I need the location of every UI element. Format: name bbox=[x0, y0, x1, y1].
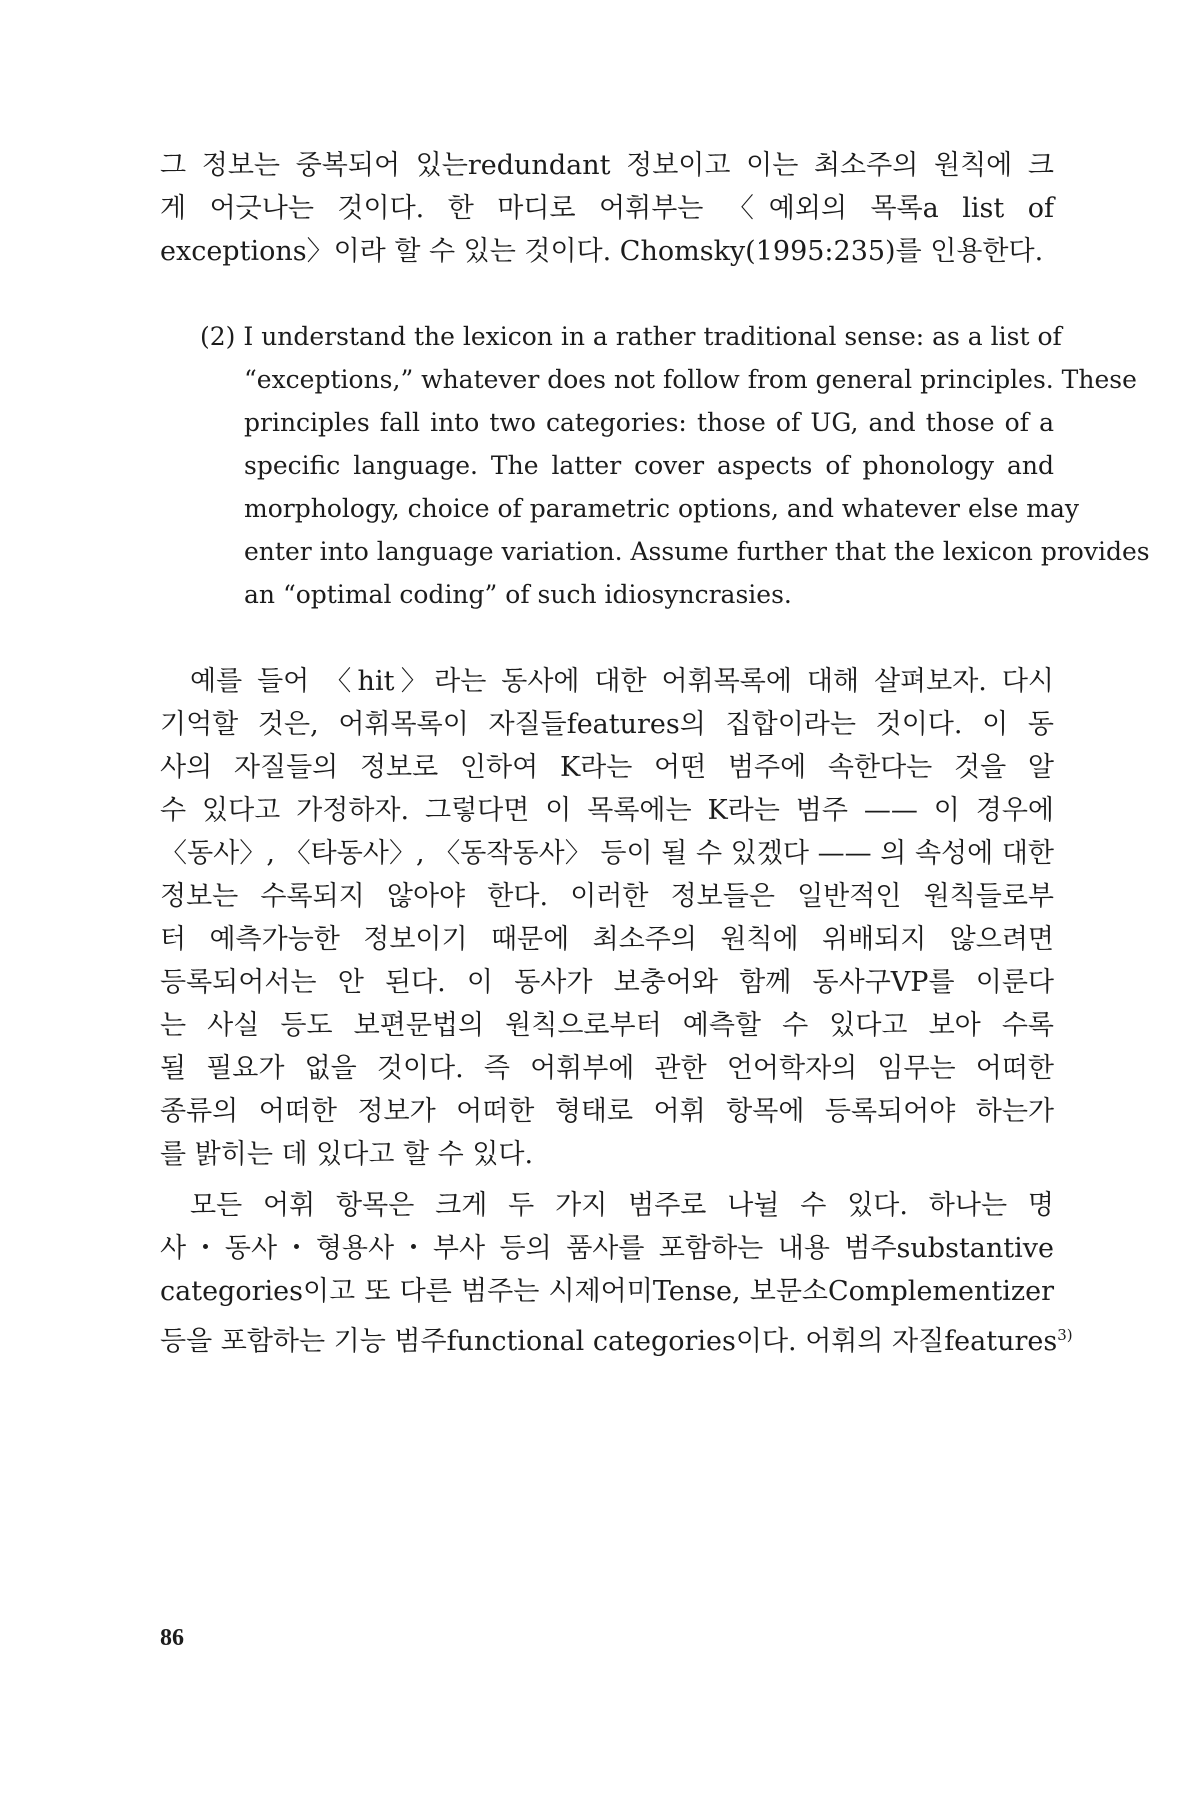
body1-line-10: 될 필요가 없을 것이다. 즉 어휘부에 관한 언어학자의 임무는 어떠한 bbox=[160, 1053, 1054, 1084]
body1-line-1: 예를 들어 〈hit〉라는 동사에 대한 어휘목록에 대해 살펴보자. 다시 bbox=[190, 666, 1054, 697]
quote-line-2: “exceptions,” whatever does not follow from general principles. These bbox=[244, 365, 1137, 394]
page-number: 86 bbox=[160, 1625, 184, 1651]
body1-line-12: 를 밝히는 데 있다고 할 수 있다. bbox=[160, 1139, 534, 1170]
quote-first-line bbox=[200, 322, 1062, 352]
body1-line-4: 수 있다고 가정하자. 그렇다면 이 목록에는 K라는 범주 —— 이 경우에 bbox=[160, 795, 1054, 826]
quote-line-5: morphology, choice of parametric options, and whatever else may bbox=[244, 494, 1080, 523]
body1-line-5: 〈동사〉, 〈타동사〉, 〈동작동사〉 등이 될 수 있겠다 —— 의 속성에 대한 bbox=[160, 838, 1054, 869]
body2-line-4-text: 등을 포함하는 기능 범주functional categories이다. 어휘의 자질features bbox=[160, 1326, 1058, 1357]
intro-line-1: 그 정보는 중복되어 있는redundant 정보이고 이는 최소주의 원칙에 크 bbox=[160, 150, 1054, 181]
body2-line-4 bbox=[160, 1319, 1073, 1358]
body1-line-8: 등록되어서는 안 된다. 이 동사가 보충어와 함께 동사구VP를 이룬다 bbox=[160, 967, 1054, 998]
body1-line-2: 기억할 것은, 어휘목록이 자질들features의 집합이라는 것이다. 이 동 bbox=[160, 709, 1054, 740]
footnote-marker: 3) bbox=[1057, 1326, 1073, 1344]
quote-line-3: principles fall into two categories: those of UG, and those of a bbox=[244, 408, 1054, 437]
quote-line-4: specific language. The latter cover aspects of phonology and bbox=[244, 451, 1054, 480]
body2-line-3: categories이고 또 다른 범주는 시제어미Tense, 보문소Complementizer bbox=[160, 1276, 1054, 1307]
quote-line-1: I understand the lexicon in a rather traditional sense: as a list of bbox=[243, 322, 1062, 351]
quote-line-6: enter into language variation. Assume further that the lexicon provides bbox=[244, 537, 1150, 566]
body2-line-2: 사・동사・형용사・부사 등의 품사를 포함하는 내용 범주substantive bbox=[160, 1233, 1054, 1264]
body1-line-7: 터 예측가능한 정보이기 때문에 최소주의 원칙에 위배되지 않으려면 bbox=[160, 924, 1054, 955]
body1-line-3: 사의 자질들의 정보로 인하여 K라는 어떤 범주에 속한다는 것을 알 bbox=[160, 752, 1054, 783]
body1-line-9: 는 사실 등도 보편문법의 원칙으로부터 예측할 수 있다고 보아 수록 bbox=[160, 1010, 1054, 1041]
body1-line-11: 종류의 어떠한 정보가 어떠한 형태로 어휘 항목에 등록되어야 하는가 bbox=[160, 1096, 1054, 1127]
body2-line-1: 모든 어휘 항목은 크게 두 가지 범주로 나뉠 수 있다. 하나는 명 bbox=[190, 1190, 1054, 1221]
intro-line-2: 게 어긋나는 것이다. 한 마디로 어휘부는 〈예외의 목록a list of bbox=[160, 193, 1054, 224]
quote-number: (2) bbox=[200, 322, 236, 351]
quote-line-7: an “optimal coding” of such idiosyncrasies. bbox=[244, 580, 792, 609]
intro-line-3: exceptions〉이라 할 수 있는 것이다. Chomsky(1995:235)를 인용한다. bbox=[160, 236, 1044, 267]
body1-line-6: 정보는 수록되지 않아야 한다. 이러한 정보들은 일반적인 원칙들로부 bbox=[160, 881, 1054, 912]
